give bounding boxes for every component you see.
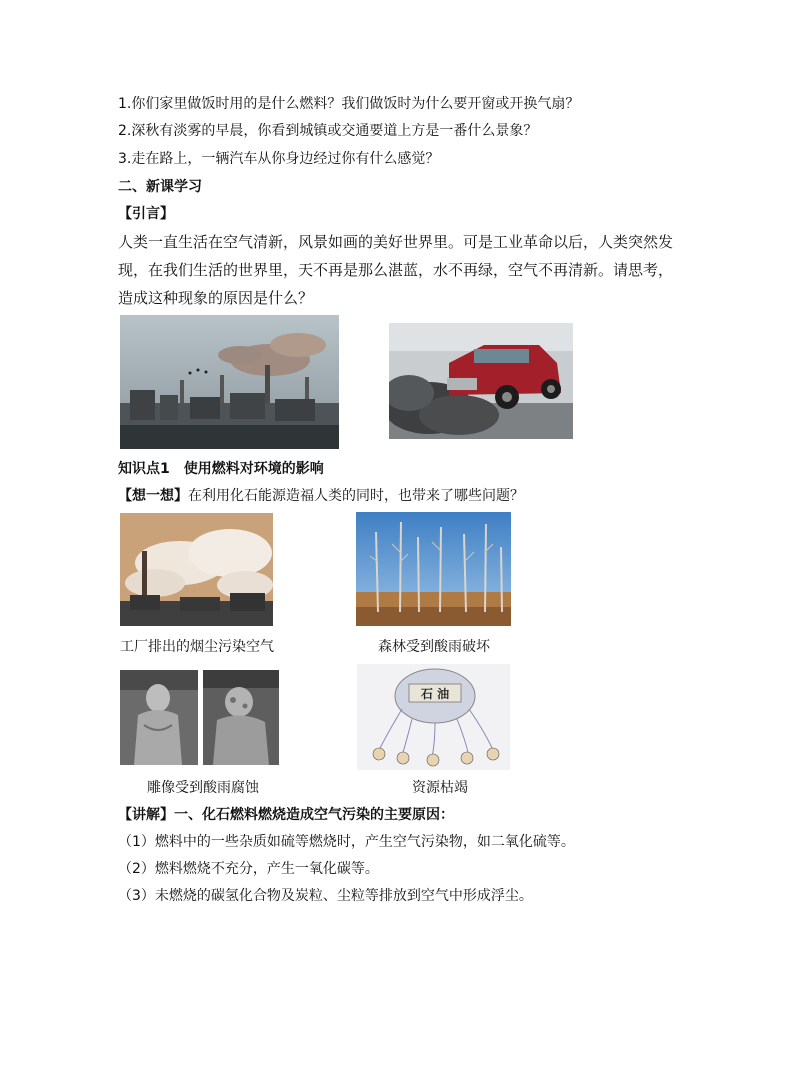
oil-globe-illustration: [357, 664, 510, 770]
globe-label: 石 油: [420, 687, 450, 701]
explain-title: 一、化石燃料燃烧造成空气污染的主要原因：: [174, 807, 454, 823]
think-label: 【想一想】: [118, 488, 188, 504]
explain-item-3: （3）未燃烧的碳氢化合物及炭粒、尘粒等排放到空气中形成浮尘。: [118, 888, 533, 904]
caption-factory: 工厂排出的烟尘污染空气: [120, 639, 274, 655]
explain-item-2: （2）燃料燃烧不充分，产生一氧化碳等。: [118, 861, 379, 877]
question-2: 2.深秋有淡雾的早晨，你看到城镇或交通要道上方是一番什么景象？: [118, 123, 538, 139]
explain-item-1: （1）燃料中的一些杂质如硫等燃烧时，产生空气污染物，如二氧化硫等。: [118, 834, 575, 850]
think-line: [118, 487, 524, 505]
knowledge-point-title: 知识点1 使用燃料对环境的影响: [118, 461, 324, 477]
explain-label: 【讲解】: [118, 807, 174, 823]
dead-forest-photo: [356, 512, 511, 626]
statue-photo-right: [203, 670, 279, 765]
question-1: 1.你们家里做饭时用的是什么燃料？我们做饭时为什么要开窗或开换气扇？: [118, 96, 580, 112]
caption-forest: 森林受到酸雨破坏: [378, 639, 490, 655]
statue-photo-left: [120, 670, 198, 765]
truck-exhaust-photo: [389, 323, 573, 439]
caption-statue: 雕像受到酸雨腐蚀: [147, 780, 259, 796]
intro-paragraph: 人类一直生活在空气清新，风景如画的美好世界里。可是工业革命以后，人类突然发现，在我们生活的世界里，天不再是那么湛蓝，水不再绿，空气不再清新。请思考，造成这种现象的原因是什么？: [118, 233, 674, 307]
factory-smoke-photo: [120, 513, 273, 626]
caption-resource: 资源枯竭: [412, 780, 468, 796]
section-title: 二、新课学习: [118, 179, 202, 195]
question-3: 3.走在路上，一辆汽车从你身边经过你有什么感觉？: [118, 151, 440, 167]
intro-heading: 【引言】: [118, 206, 174, 222]
explain-heading: [118, 806, 454, 824]
think-text: 在利用化石能源造福人类的同时，也带来了哪些问题？: [188, 488, 524, 504]
industrial-smoke-photo: [120, 315, 339, 449]
